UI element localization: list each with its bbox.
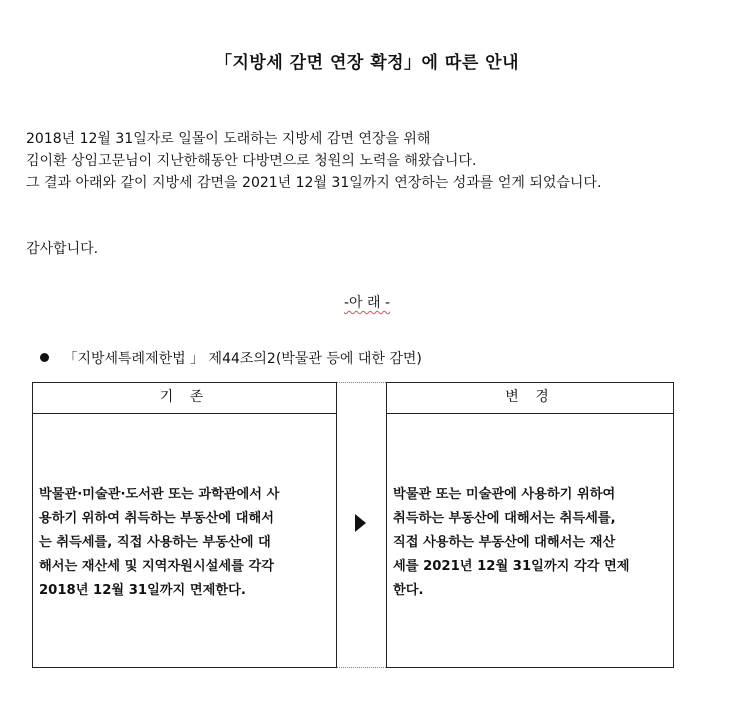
bullet-icon: [40, 353, 49, 362]
after-line-1: 박물관 또는 미술관에 사용하기 위하여: [393, 487, 616, 502]
body-line-1: 2018년 12월 31일자로 일몰이 도래하는 지방세 감면 연장을 위해: [26, 131, 431, 147]
body-line-2: 김이환 상임고문님이 지난한해동안 다방면으로 청원의 노력을 해왔습니다.: [26, 153, 477, 169]
section-heading: [0, 292, 734, 312]
before-line-2: 용하기 위하여 취득하는 부동산에 대해서: [39, 511, 274, 526]
after-box-header: 변 경: [387, 383, 673, 414]
law-reference: [40, 348, 422, 368]
before-box-header: 기 존: [33, 383, 336, 414]
arrow-right-icon: [355, 514, 366, 532]
before-line-4: 해서는 재산세 및 지역자원시설세를 각각: [39, 559, 274, 574]
connector-top-line: [337, 382, 386, 383]
after-line-4: 세를 2021년 12월 31일까지 각각 면제: [393, 559, 630, 574]
closing-text: 감사합니다.: [26, 241, 99, 257]
before-line-5: 2018년 12월 31일까지 면제한다.: [39, 583, 246, 598]
after-box: [386, 382, 674, 668]
after-line-2: 취득하는 부동산에 대해서는 취득세를,: [393, 511, 616, 526]
after-line-5: 한다.: [393, 583, 424, 598]
body-paragraph: [26, 128, 601, 194]
connector-bottom-line: [337, 667, 386, 668]
body-line-3: 그 결과 아래와 같이 지방세 감면을 2021년 12월 31일까지 연장하는 성과를 얻게 되었습니다.: [26, 175, 602, 191]
after-line-3: 직접 사용하는 부동산에 대해서는 재산: [393, 535, 616, 550]
after-box-body: [393, 483, 667, 603]
law-reference-text: 「지방세특례제한법 」 제44조의2(박물관 등에 대한 감면): [63, 351, 422, 367]
section-heading-text: -아 래 -: [343, 295, 391, 311]
page-title: 「지방세 감면 연장 확정」에 따른 안내: [215, 53, 519, 73]
before-box-body: [39, 483, 330, 603]
before-line-3: 는 취득세를, 직접 사용하는 부동산에 대: [39, 535, 271, 550]
before-line-1: 박물관·미술관·도서관 또는 과학관에서 사: [39, 487, 280, 502]
before-box: [32, 382, 337, 668]
